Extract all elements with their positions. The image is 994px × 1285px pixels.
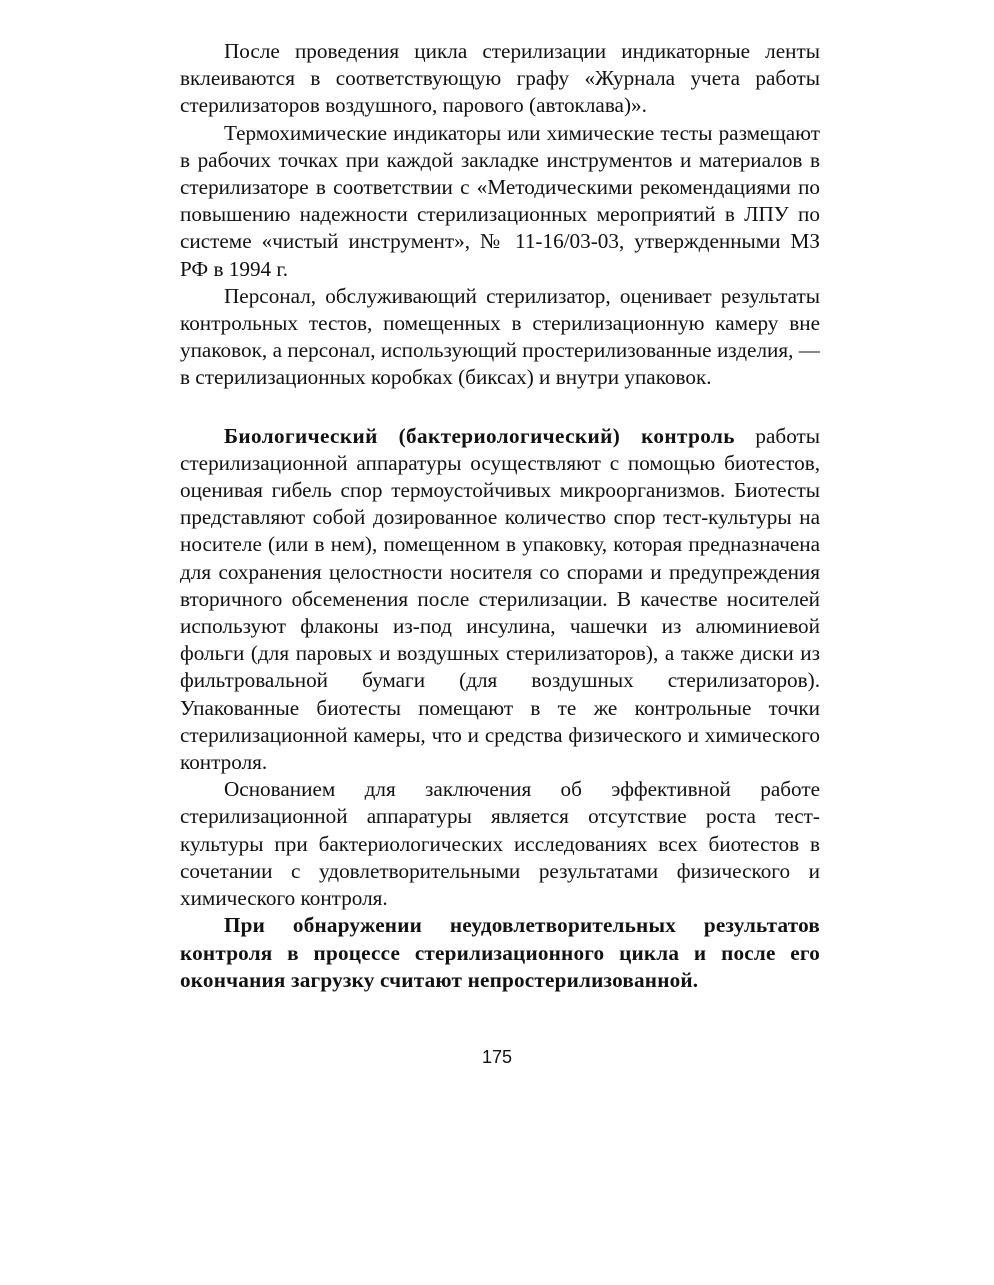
paragraph-staff-evaluation: Персонал, обслуживающий стерилизатор, оценивает результаты контрольных тестов, помещенных в стерилизационную камеру вне упаковок, а персонал, использующий простерилизованные изделия, — в стерилизационных коробках (биксах) и внутри упаковок. bbox=[180, 283, 820, 390]
biological-control-heading: Биологический (бактериологический) контроль bbox=[224, 423, 735, 448]
paragraph-thermochemical-indicators: Термохимические индикаторы или химические тесты размещают в рабочих точках при каждой закладке инструментов и материалов в стерилизаторе в соответствии с «Методическими рекомендациями по повышению надежности стерилизационных мероприятий в ЛПУ по системе «чистый инструмент», № 11-16/03-03, утвержденными МЗ РФ в 1994 г. bbox=[180, 120, 820, 281]
biological-control-text: работы стерилизационной аппаратуры осуществляют с помощью биотестов, оценивая гибель спор термоустойчивых микроорганизмов. Биотесты представляют собой дозированное количество спор тест-культуры на носителе (или в нем), помещенном в упаковку, которая предназначена для сохранения целостности носителя со спорами и предупреждения вторичного обсеменения после стерилизации. В качестве носителей используют флаконы из-под инсулина, чашечки из алюминиевой фольги (для паровых и воздушных стерилизаторов), а также диски из фильтровальной бумаги (для воздушных стерилизаторов). Упакованные биотесты помещают в те же контрольные точки стерилизационной камеры, что и средства физического и химического контроля. bbox=[180, 423, 820, 775]
paragraph-biological-control bbox=[180, 423, 820, 777]
page-number: 175 bbox=[481, 1047, 513, 1067]
paragraph-unsterilized-load: При обнаружении неудовлетворительных результатов контроля в процессе стерилизационного цикла и после его окончания загрузку считают непростерилизованной. bbox=[180, 913, 820, 992]
paragraph-indicator-tapes: После проведения цикла стерилизации индикаторные ленты вклеиваются в соответствующую графу «Журнала учета работы стерилизаторов воздушного, парового (автоклава)». bbox=[180, 39, 820, 118]
paragraph-effectiveness-criteria: Основанием для заключения об эффективной работе стерилизационной аппаратуры является отсутствие роста тест-культуры при бактериологических исследованиях всех биотестов в сочетании с удовлетворительными результатами физического и химического контроля. bbox=[180, 777, 820, 911]
page-body bbox=[180, 38, 820, 994]
